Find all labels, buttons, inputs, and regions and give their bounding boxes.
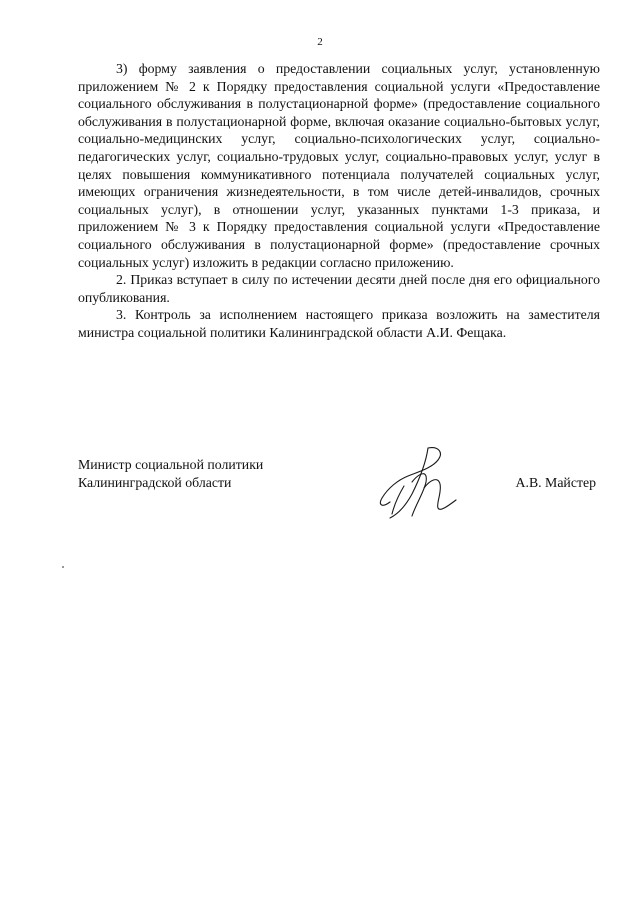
signatory-title-line-1: Министр социальной политики (78, 457, 264, 472)
signatory-title-line-2: Калининградской области (78, 475, 232, 490)
scan-speck (62, 566, 64, 568)
page-number: 2 (317, 36, 323, 48)
paragraph-item-3: 3) форму заявления о предоставлении социальных услуг, установленную приложением № 2 к Порядку предоставления социальной услуги «Предоставление социального обслуживания в полустационарной форме» (предоставление социального обслуживания в полустационарной форме, включая оказание социально-бытовых услуг, социально-медицинских услуг, социально-психологических услуг, социально-педагогических услуг, социально-трудовых услуг, социально-правовых услуг, услуг в целях повышения коммуникативного потенциала получателей социальных услуг, имеющих ограничения жизнедеятельности, в том числе детей-инвалидов, срочных социальных услуг), в отношении услуг, указанных пунктами 1-3 приказа, и приложением № 3 к Порядку предоставления социальной услуги «Предоставление социального обслуживания в полустационарной форме» (предоставление срочных социальных услуг) изложить в редакции согласно приложению. (78, 61, 600, 270)
paragraph-control: 3. Контроль за исполнением настоящего приказа возложить на заместителя министра социальной политики Калининградской области А.И. Фещака. (78, 307, 600, 340)
document-body (78, 60, 600, 342)
paragraph-order-effect: 2. Приказ вступает в силу по истечении десяти дней после дня его официального опубликования. (78, 272, 600, 305)
handwritten-signature-icon (368, 442, 478, 522)
signature-block (78, 456, 600, 536)
signatory-title (78, 456, 263, 492)
signatory-name: А.В. Майстер (515, 475, 596, 490)
